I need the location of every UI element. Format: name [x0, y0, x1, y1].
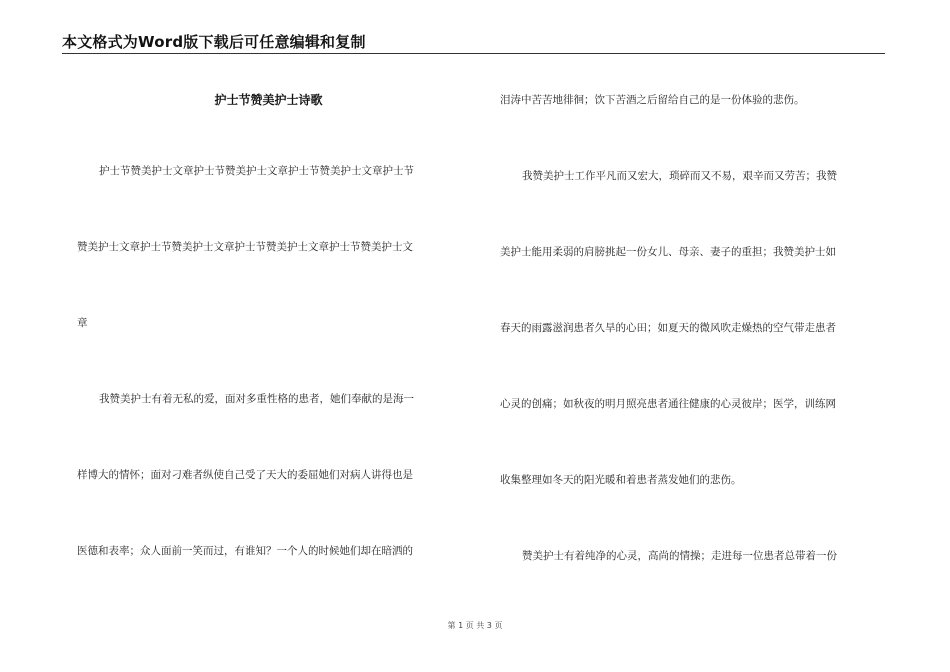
document-header-title: 本文格式为Word版下载后可任意编辑和复制 [62, 33, 366, 51]
header-divider [62, 53, 885, 54]
article-title: 护士节赞美护士诗歌 [214, 93, 323, 107]
paragraph-line: 心灵的创痛；如秋夜的明月照亮患者通往健康的心灵彼岸；医学，训练网 [500, 398, 836, 410]
paragraph-line: 我赞美护士有着无私的爱，面对多重性格的患者，她们奉献的是海一 [99, 393, 414, 405]
paragraph-line: 收集整理如冬天的阳光暖和着患者蒸发她们的悲伤。 [500, 474, 742, 486]
paragraph-line: 章 [77, 317, 88, 329]
paragraph-line: 春天的雨露滋润患者久旱的心田；如夏天的微风吹走燥热的空气带走患者 [500, 322, 836, 334]
paragraph-line: 我赞美护士工作平凡而又宏大，琐碎而又不易，艰辛而又劳苦；我赞 [522, 170, 837, 182]
left-column [77, 88, 460, 615]
paragraph-line: 护士节赞美护士文章护士节赞美护士文章护士节赞美护士文章护士节 [99, 165, 414, 177]
paragraph-line: 样博大的情怀；面对刁难者纵使自己受了天大的委屈她们对病人讲得也是 [77, 469, 413, 481]
paragraph-line: 赞美护士文章护士节赞美护士文章护士节赞美护士文章护士节赞美护士文 [77, 241, 413, 253]
page-number-footer: 第 1 页 共 3 页 [447, 621, 503, 630]
paragraph-line: 美护士能用柔弱的肩膀挑起一份女儿、母亲、妻子的重担；我赞美护士如 [500, 246, 836, 258]
right-column [500, 88, 883, 620]
paragraph-line: 赞美护士有着纯净的心灵，高尚的情操；走进每一位患者总带着一份 [522, 550, 837, 562]
paragraph-line: 医德和表率；众人面前一笑而过，有谁知？一个人的时候她们却在暗洒的 [77, 545, 413, 557]
paragraph-line: 泪涛中苦苦地徘徊；饮下苦酒之后留给自己的是一份体验的悲伤。 [500, 94, 805, 106]
